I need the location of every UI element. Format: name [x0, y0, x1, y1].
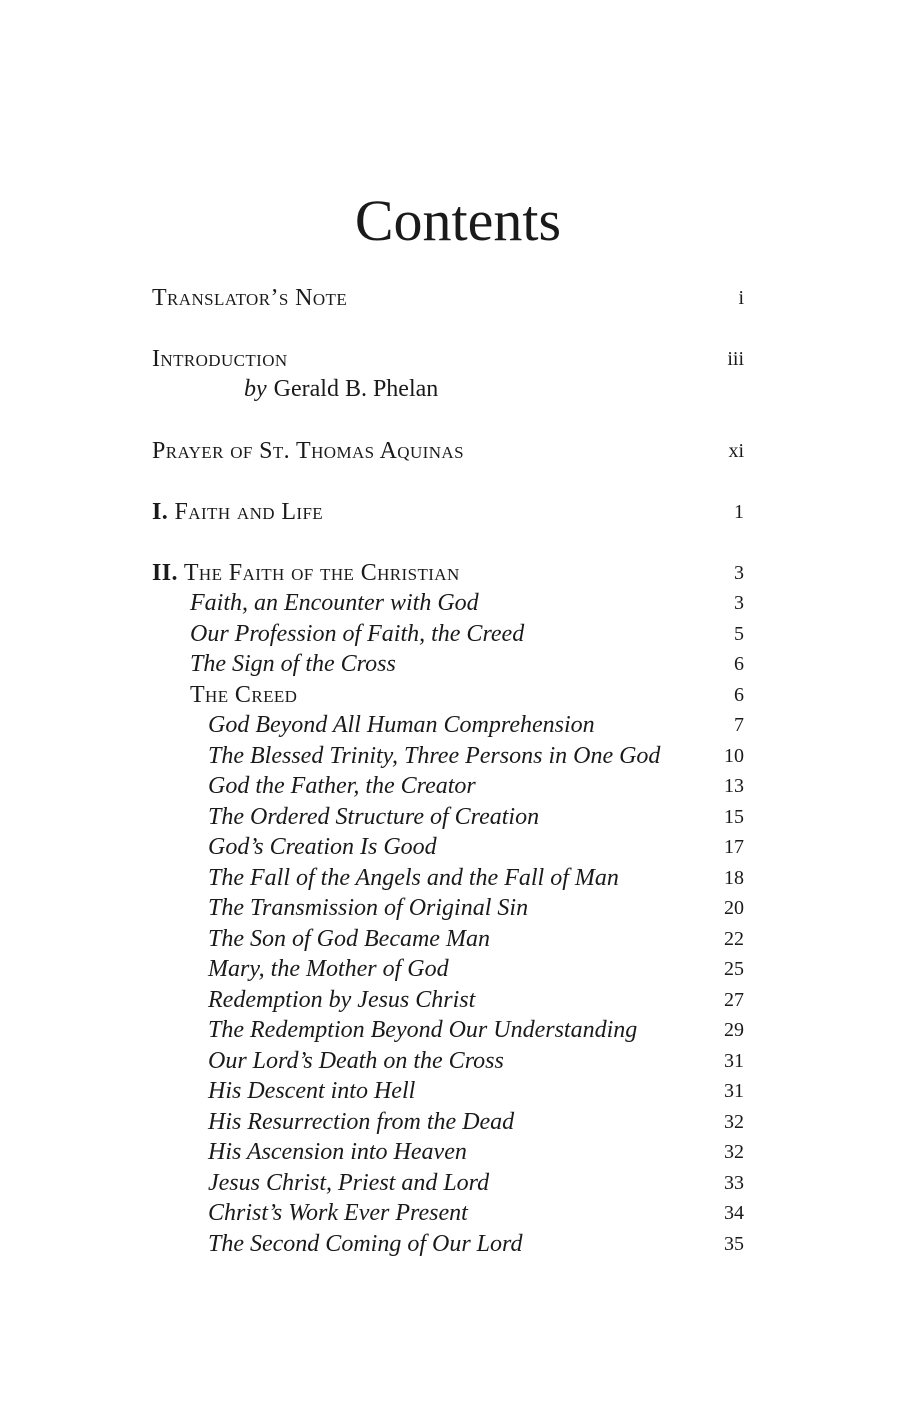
- toc-entry-label: Translator’s Note: [152, 285, 348, 311]
- toc-page-number: 35: [724, 1233, 744, 1255]
- toc-entry-label: God’s Creation Is Good: [208, 834, 437, 860]
- toc-page-number: 3: [734, 592, 744, 614]
- toc-subsection-entry[interactable]: [152, 741, 744, 771]
- toc-entry-label: The Transmission of Original Sin: [208, 895, 529, 921]
- toc-subsection-entry[interactable]: [152, 771, 744, 801]
- toc-entry-part-1[interactable]: [152, 497, 744, 527]
- toc-page-number: 32: [724, 1111, 744, 1133]
- toc-entry-label: The Creed: [190, 682, 298, 708]
- toc-page-number: 25: [724, 958, 744, 980]
- toc-page-number: 33: [724, 1172, 744, 1194]
- part-heading: [152, 497, 323, 527]
- toc-entry-label: The Fall of the Angels and the Fall of Man: [208, 865, 619, 891]
- toc-page-number: 10: [724, 745, 744, 767]
- toc-subsection-entry[interactable]: [152, 1076, 744, 1106]
- toc-page-number: 6: [734, 653, 744, 675]
- toc-page-number: 31: [724, 1080, 744, 1102]
- author-byline: [244, 374, 438, 405]
- toc-page-number: iii: [727, 348, 744, 370]
- toc-entry-prayer[interactable]: [152, 436, 744, 466]
- toc-page-number: 15: [724, 806, 744, 828]
- part-heading: [152, 558, 460, 588]
- toc-page-number: 31: [724, 1050, 744, 1072]
- toc-section-entry[interactable]: [152, 588, 744, 618]
- toc-page-number: 18: [724, 867, 744, 889]
- byline-prefix: by: [244, 376, 267, 402]
- toc-subsection-entry[interactable]: [152, 1046, 744, 1076]
- toc-subsection-entry[interactable]: [152, 863, 744, 893]
- part-title: Faith and Life: [174, 499, 324, 525]
- toc-subsection-entry[interactable]: [152, 802, 744, 832]
- toc-page-number: 27: [724, 989, 744, 1011]
- toc-subsection-entry[interactable]: [152, 1015, 744, 1045]
- page-title: Contents: [354, 188, 562, 253]
- toc-entry-label: Our Lord’s Death on the Cross: [208, 1048, 504, 1074]
- toc-entry-label: Mary, the Mother of God: [208, 956, 449, 982]
- toc-subsection-entry[interactable]: [152, 1168, 744, 1198]
- toc-subsection-entry[interactable]: [152, 985, 744, 1015]
- toc-entry-label: The Second Coming of Our Lord: [208, 1231, 523, 1257]
- toc-entry-translators-note[interactable]: [152, 283, 744, 313]
- toc-entry-label: The Redemption Beyond Our Understanding: [208, 1017, 638, 1043]
- toc-subsection-entry[interactable]: [152, 954, 744, 984]
- toc-section-entry[interactable]: [152, 619, 744, 649]
- part-number: I.: [152, 499, 169, 525]
- toc-entry-label: His Descent into Hell: [208, 1078, 416, 1104]
- toc-subsection-entry[interactable]: [152, 1137, 744, 1167]
- toc-subsection-entry[interactable]: [152, 924, 744, 954]
- toc-page-number: 13: [724, 775, 744, 797]
- toc-entry-introduction[interactable]: [152, 344, 744, 374]
- toc-entry-label: The Ordered Structure of Creation: [208, 804, 540, 830]
- toc-page-number: 5: [734, 623, 744, 645]
- toc-page-number: 3: [734, 562, 744, 584]
- toc-entry-label: His Resurrection from the Dead: [208, 1109, 515, 1135]
- toc-entry-label: The Son of God Became Man: [208, 926, 490, 952]
- part-number: II.: [152, 560, 178, 586]
- toc-entry-label: The Sign of the Cross: [190, 651, 396, 677]
- toc-entry-label: His Ascension into Heaven: [208, 1139, 467, 1165]
- toc-page-number: 32: [724, 1141, 744, 1163]
- toc-subsection-entry[interactable]: [152, 710, 744, 740]
- byline-author-name: Gerald B. Phelan: [273, 376, 439, 402]
- toc-subsection-entry[interactable]: [152, 832, 744, 862]
- toc-entry-part-2[interactable]: [152, 558, 744, 588]
- toc-page-number: 7: [734, 714, 744, 736]
- toc-entry-byline: [152, 374, 744, 404]
- toc-section-entry[interactable]: [152, 649, 744, 679]
- toc-page-number: 29: [724, 1019, 744, 1041]
- toc-page-number: 22: [724, 928, 744, 950]
- toc-page-number: 20: [724, 897, 744, 919]
- toc-entry-label: Prayer of St. Thomas Aquinas: [152, 438, 464, 464]
- toc-page-number: i: [738, 287, 744, 309]
- part-title: The Faith of the Christian: [183, 560, 460, 586]
- toc-entry-label: Introduction: [152, 346, 288, 372]
- toc-entry-label: God Beyond All Human Comprehension: [208, 712, 595, 738]
- toc-subsection-entry[interactable]: [152, 893, 744, 923]
- toc-subsection-entry[interactable]: [152, 1107, 744, 1137]
- toc-entry-label: Our Profession of Faith, the Creed: [190, 621, 525, 647]
- toc-entry-label: Redemption by Jesus Christ: [208, 987, 476, 1013]
- toc-page-number: 17: [724, 836, 744, 858]
- toc-page-number: 34: [724, 1202, 744, 1224]
- toc-page-number: 1: [734, 501, 744, 523]
- toc-entry-label: Jesus Christ, Priest and Lord: [208, 1170, 490, 1196]
- toc-entry-the-creed[interactable]: [152, 680, 744, 710]
- toc-page-number: 6: [734, 684, 744, 706]
- toc-entry-label: The Blessed Trinity, Three Persons in One God: [208, 743, 661, 769]
- toc-entry-label: Faith, an Encounter with God: [190, 590, 479, 616]
- toc-subsection-entry[interactable]: [152, 1198, 744, 1228]
- toc-subsection-entry[interactable]: [152, 1229, 744, 1259]
- toc-entry-label: God the Father, the Creator: [208, 773, 476, 799]
- toc-entry-label: Christ’s Work Ever Present: [208, 1200, 468, 1226]
- toc-page-number: xi: [728, 440, 744, 462]
